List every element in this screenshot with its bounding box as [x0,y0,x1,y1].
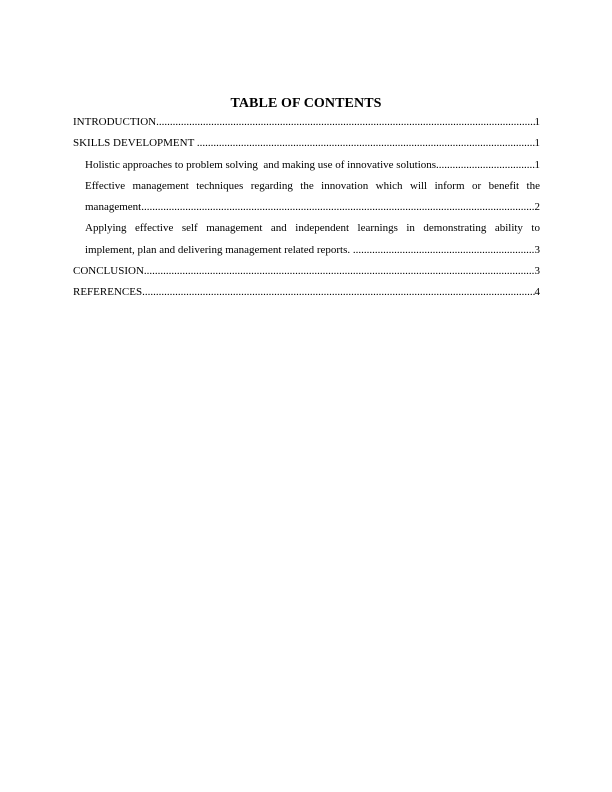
toc-entry-text: CONCLUSION [73,265,144,278]
toc-entry-text-line1: Applying effective self management and independent learnings in demonstrating ability to [85,222,540,235]
toc-entry-introduction[interactable] [73,112,540,133]
toc-page-number: 3 [534,243,540,256]
dot-leader [156,112,534,133]
dot-leader [436,155,534,176]
toc-entry-text: REFERENCES [73,286,143,299]
toc-entry-references[interactable] [73,282,540,303]
toc-page-number: 1 [534,116,540,128]
toc-entry-text: management [85,201,142,214]
toc-entry-text: implement, plan and delivering management related reports. [85,243,353,256]
toc-entry-effective-management[interactable] [73,176,540,219]
toc-entry-holistic-approaches[interactable] [73,155,540,176]
dot-leader [353,240,535,261]
toc-entry-applying-self-management[interactable] [73,218,540,261]
toc-entry-text: Holistic approaches to problem solving and making use of innovative solutions [85,158,437,171]
toc-page-number: 1 [534,137,540,150]
toc-page-number: 4 [534,286,540,299]
toc-entry-text-line1: Effective management techniques regarding the innovation which will inform or benefit the [85,179,540,192]
dot-leader [141,197,534,218]
dot-leader [142,282,534,303]
toc-page-number: 3 [534,265,540,278]
toc-entry-text: INTRODUCTION [73,116,157,128]
toc-page-number: 1 [534,158,540,171]
toc-entry-conclusion[interactable] [73,261,540,282]
toc-title: TABLE OF CONTENTS [230,96,382,111]
dot-leader [144,261,535,282]
table-of-contents [73,112,540,304]
toc-entry-text: SKILLS DEVELOPMENT [73,137,197,150]
toc-page-number: 2 [534,201,540,214]
dot-leader [197,133,535,154]
toc-entry-skills-development[interactable] [73,133,540,154]
